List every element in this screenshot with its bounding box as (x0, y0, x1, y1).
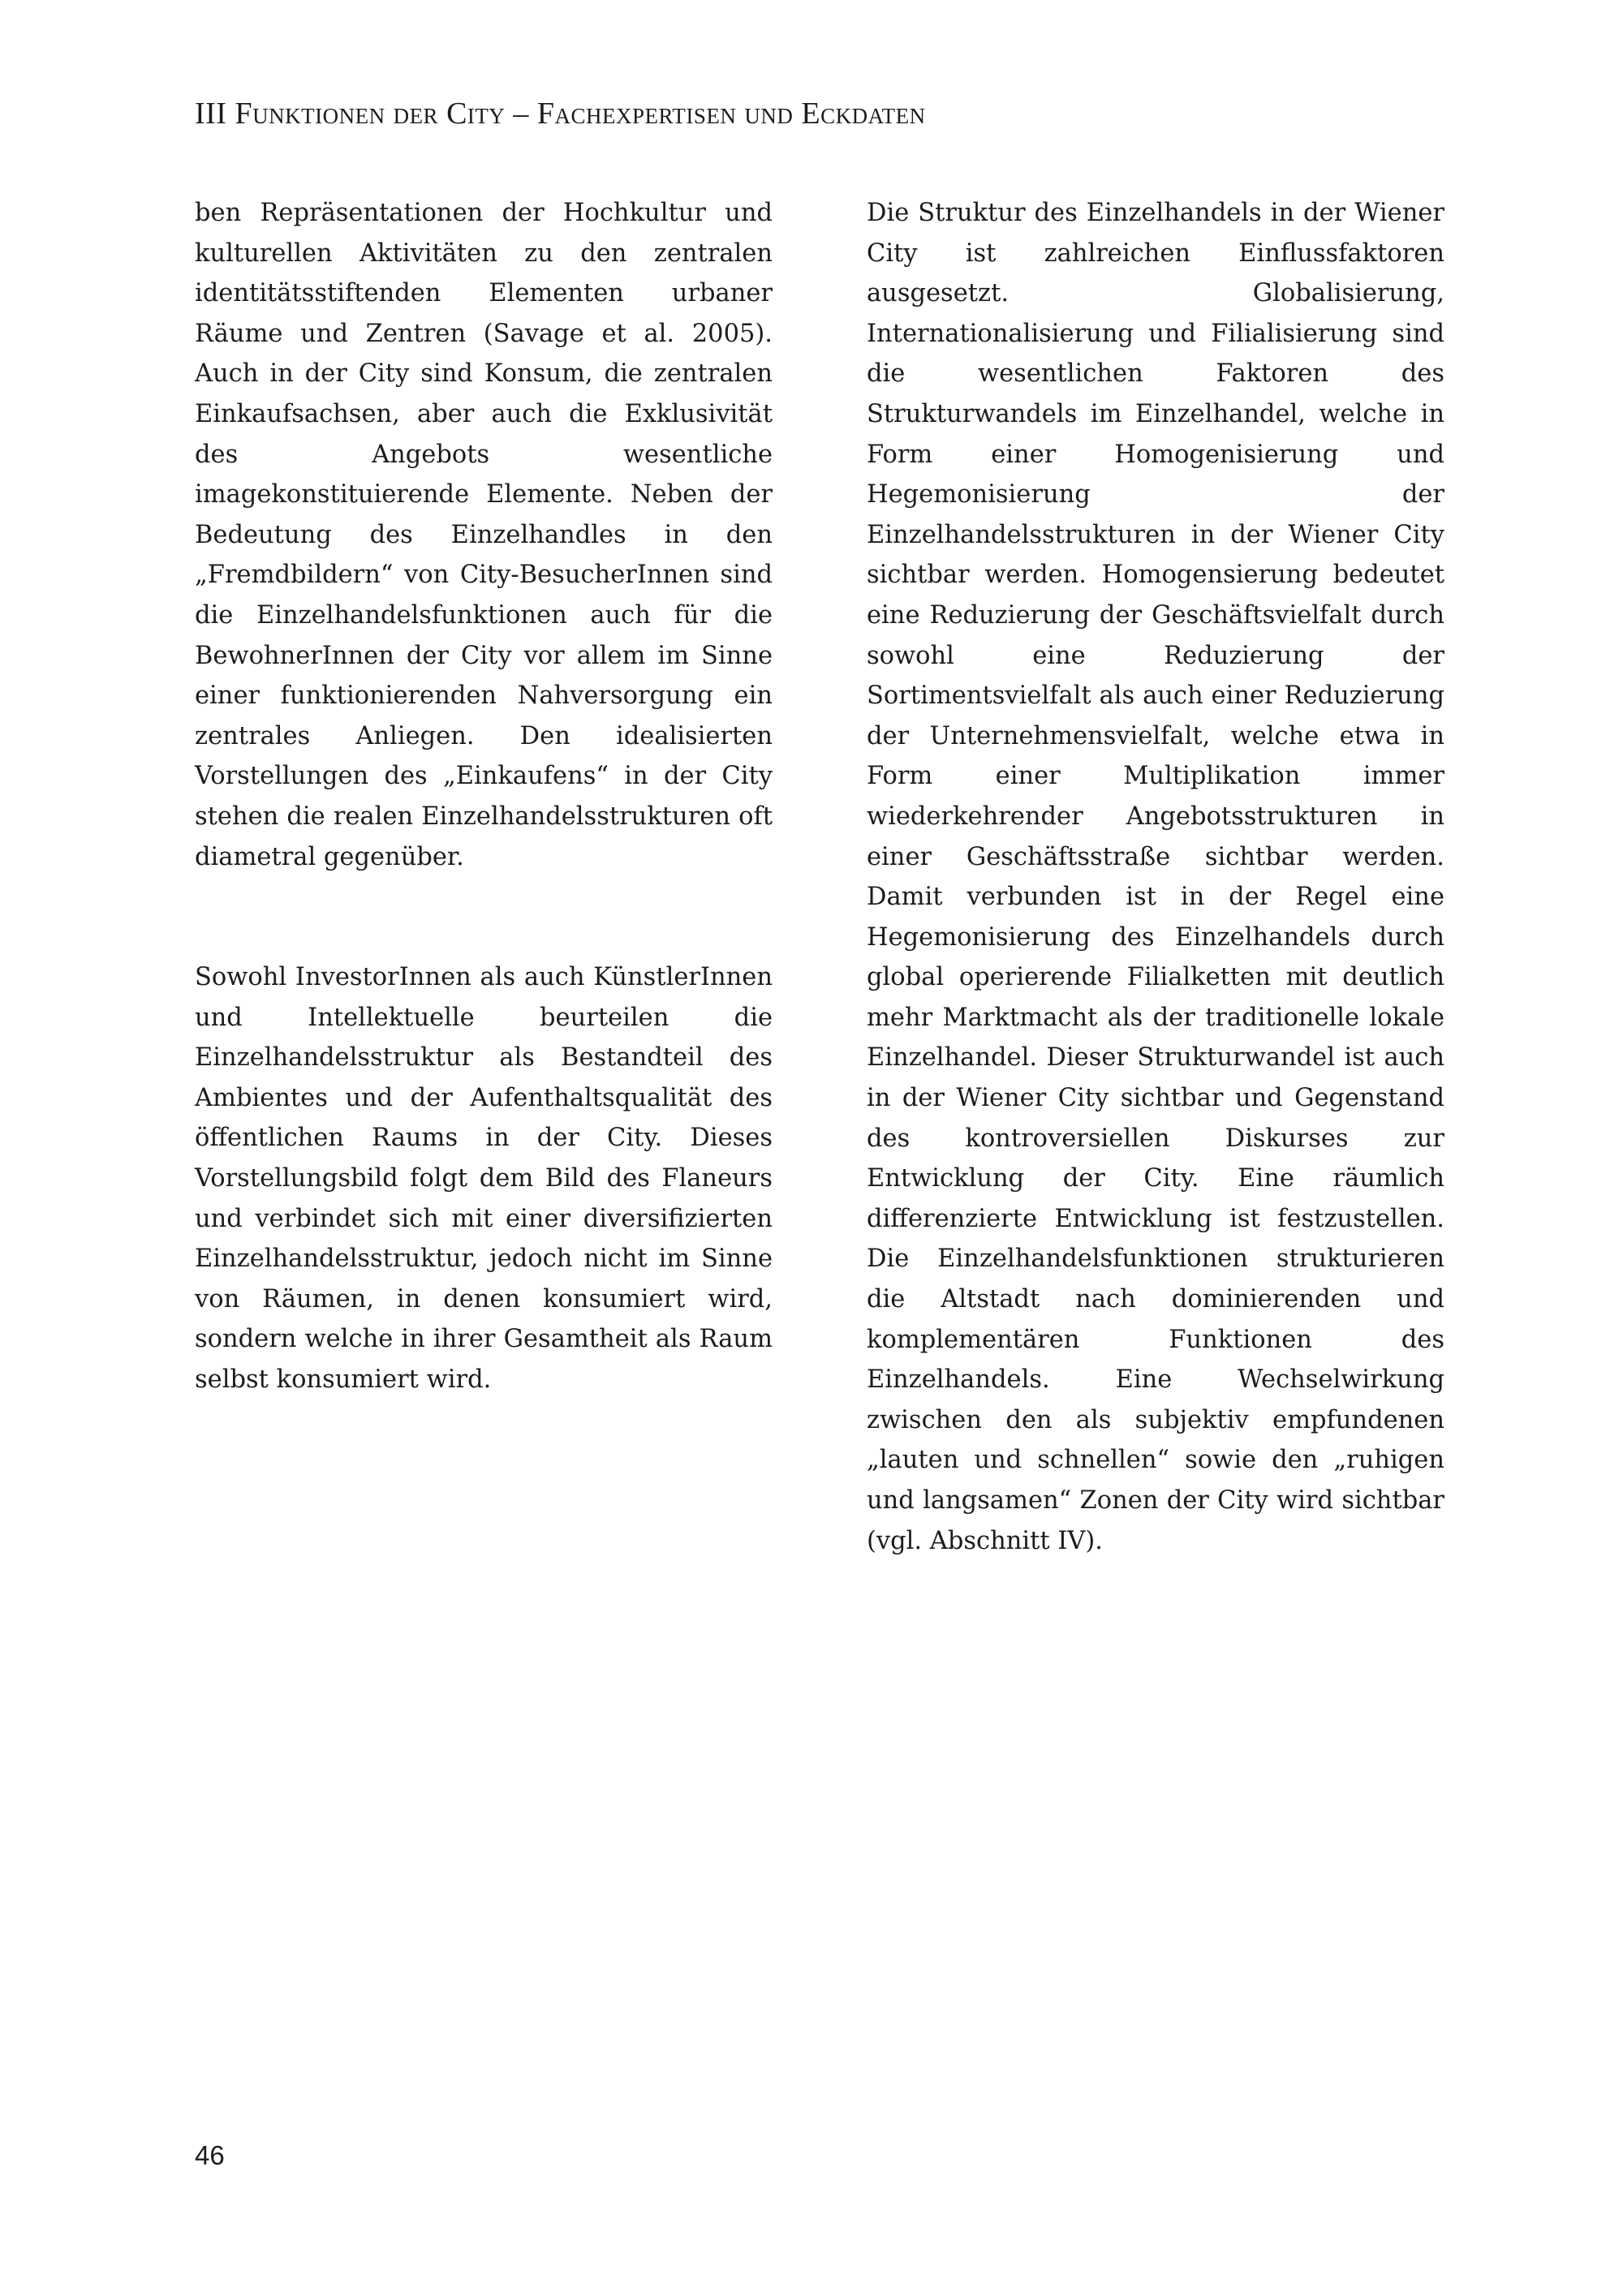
header-section-title: Funktionen der City (235, 97, 506, 131)
right-text-column (867, 193, 1444, 1561)
page-number: 46 (195, 2140, 225, 2170)
right-paragraph-1: Die Struktur des Einzelhandels in der Wiener City ist zahlreichen Einflussfaktoren ausgesetzt. Globalisierung, Internationalisierung und Filialisierung sind die wesentlichen Faktoren des Strukturwandels im Einzelhandel, welche in Form einer Homogenisierung und Hegemonisierung der Einzelhandelsstrukturen in der Wiener City sichtbar werden. Homogensierung bedeutet eine Reduzierung der Geschäftsvielfalt durch sowohl eine Reduzierung der Sortimentsvielfalt als auch einer Reduzierung der Unternehmensvielfalt, welche etwa in Form einer Multiplikation immer wiederkehrender Angebotsstrukturen in einer Geschäftsstraße sichtbar werden. Damit verbunden ist in der Regel eine Hegemonisierung des Einzelhandels durch global operierende Filialketten mit deutlich mehr Marktmacht als der traditionelle lokale Einzelhandel. Dieser Strukturwandel ist auch in der Wiener City sichtbar und Gegenstand des kontroversiellen Diskurses zur Entwicklung der City. Eine räumlich differenzierte Entwicklung ist festzustellen. Die Einzelhandelsfunktionen strukturieren die Altstadt nach dominierenden und komplementären Funktionen des Einzelhandels. Eine Wechselwirkung zwischen den als subjektiv empfundenen „lauten und schnellen“ sowie den „ruhigen und langsamen“ Zonen der City wird sichtbar (vgl. Abschnitt IV). (867, 199, 1444, 1555)
header-section-number: III (195, 97, 227, 131)
header-subtitle: Fachexpertisen und Eckdaten (536, 97, 926, 131)
left-paragraph-2: Sowohl InvestorInnen als auch KünstlerInnen und Intellektuelle beurteilen die Einzelhandelsstruktur als Bestandteil des Ambientes und der Aufenthaltsqualität des öffentlichen Raums in der City. Dieses Vorstellungsbild folgt dem Bild des Flaneurs und verbindet sich mit einer diversifizierten Einzelhandelsstruktur, jedoch nicht im Sinne von Räumen, in denen konsumiert wird, sondern welche in ihrer Gesamtheit als Raum selbst konsumiert wird. (195, 963, 773, 1395)
header-separator: – (513, 97, 529, 131)
running-header (195, 96, 1444, 133)
left-text-column (195, 193, 773, 1400)
paragraph-spacer (195, 877, 773, 957)
left-paragraph-1: ben Repräsentationen der Hochkultur und kulturellen Aktivitäten zu den zentralen identitätsstiftenden Elementen urbaner Räume und Zentren (Savage et al. 2005). Auch in der City sind Konsum, die zentralen Einkaufsachsen, aber auch die Exklusivität des Angebots wesentliche imagekonstituierende Elemente. Neben der Bedeutung des Einzelhandles in den „Fremdbildern“ von City-BesucherInnen sind die Einzelhandelsfunktionen auch für die BewohnerInnen der City vor allem im Sinne einer funktionierenden Nahversorgung ein zentrales Anliegen. Den idealisierten Vorstellungen des „Einkaufens“ in der City stehen die realen Einzelhandelsstrukturen oft diametral gegenüber. (195, 199, 773, 871)
